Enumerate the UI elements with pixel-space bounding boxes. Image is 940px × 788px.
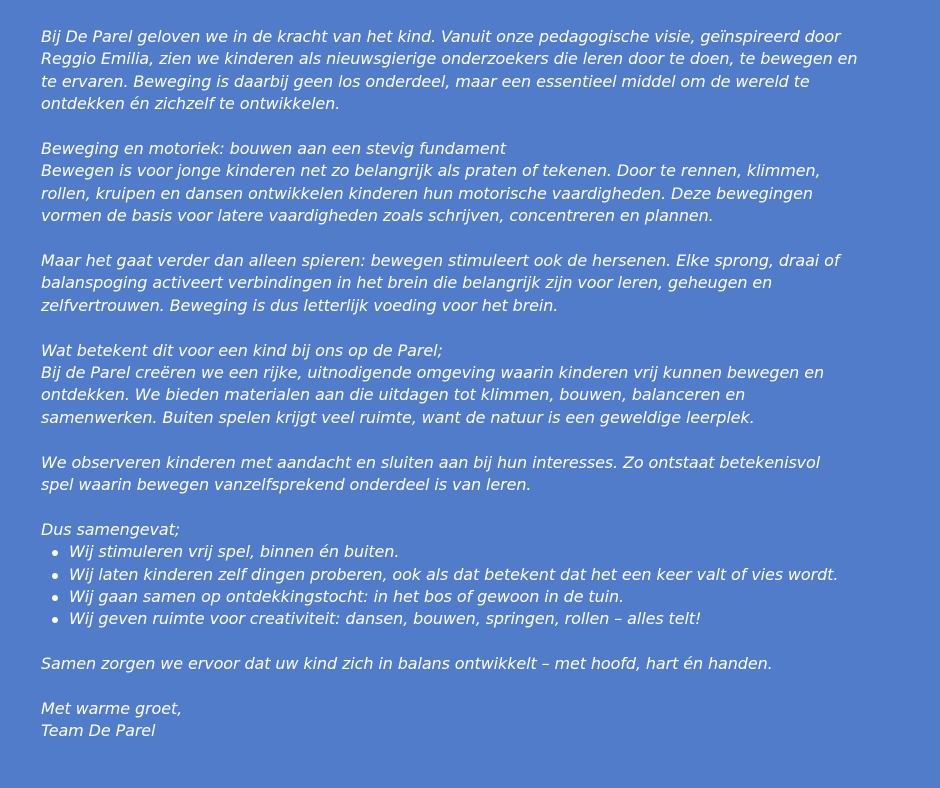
motoriek-section xyxy=(41,138,900,228)
observe-paragraph xyxy=(41,452,900,497)
brain-paragraph xyxy=(41,250,900,317)
motoriek-line: rollen, kruipen en dansen ontwikkelen kinderen hun motorische vaardigheden. Deze bewegingen xyxy=(41,183,813,203)
bullet-icon xyxy=(52,573,58,579)
list-item-text: Wij gaan samen op ontdekkingstocht: in het bos of gewoon in de tuin. xyxy=(69,587,625,607)
bullet-icon xyxy=(52,550,58,556)
bullet-icon xyxy=(52,595,58,601)
intro-line: Bij De Parel geloven we in de kracht van het kind. Vanuit onze pedagogische visie, geïnspireerd door xyxy=(41,27,841,46)
closing-line: Samen zorgen we ervoor dat uw kind zich in balans ontwikkelt – met hoofd, hart én handen. xyxy=(41,654,773,674)
list-item xyxy=(41,586,900,608)
observe-line: spel waarin bewegen vanzelfsprekend onderdeel is van leren. xyxy=(41,475,532,495)
intro-line: Reggio Emilia, zien we kinderen als nieuwsgierige onderzoekers die leren door te doen, te bewegen en xyxy=(41,49,858,69)
bullet-icon xyxy=(52,617,58,623)
intro-paragraph xyxy=(41,26,900,116)
parel-line: Bij de Parel creëren we een rijke, uitnodigende omgeving waarin kinderen vrij kunnen bewegen en xyxy=(41,363,824,383)
closing-paragraph xyxy=(41,653,900,675)
brain-line: balanspoging activeert verbindingen in het brein die belangrijk zijn voor leren, geheugen en xyxy=(41,273,773,293)
list-item-text: Wij laten kinderen zelf dingen proberen, ook als dat betekent dat het een keer valt of vies wordt. xyxy=(69,564,839,584)
parel-heading: Wat betekent dit voor een kind bij ons op de Parel; xyxy=(41,340,443,360)
summary-section xyxy=(41,519,900,631)
summary-heading: Dus samengevat; xyxy=(41,519,181,539)
summary-list xyxy=(41,541,900,631)
motoriek-heading: Beweging en motoriek: bouwen aan een stevig fundament xyxy=(41,139,506,159)
brain-line: Maar het gaat verder dan alleen spieren: bewegen stimuleert ook de hersenen. Elke sprong, draai of xyxy=(41,251,840,271)
intro-line: te ervaren. Beweging is daarbij geen los onderdeel, maar een essentieel middel om de wereld te xyxy=(41,71,810,91)
list-item xyxy=(41,608,900,630)
brain-line: zelfvertrouwen. Beweging is dus letterlijk voeding voor het brein. xyxy=(41,295,559,315)
signoff-team: Team De Parel xyxy=(41,721,156,741)
list-item xyxy=(41,564,900,586)
motoriek-line: vormen de basis voor latere vaardigheden zoals schrijven, concentreren en plannen. xyxy=(41,206,714,226)
intro-line: ontdekken én zichzelf te ontwikkelen. xyxy=(41,94,341,114)
observe-line: We observeren kinderen met aandacht en sluiten aan bij hun interesses. Zo ontstaat betekenisvol xyxy=(41,452,821,472)
parel-section xyxy=(41,340,900,430)
list-item-text: Wij geven ruimte voor creativiteit: dansen, bouwen, springen, rollen – alles telt! xyxy=(69,609,702,629)
list-item xyxy=(41,541,900,563)
parel-line: ontdekken. We bieden materialen aan die uitdagen tot klimmen, bouwen, balanceren en xyxy=(41,385,746,405)
parel-line: samenwerken. Buiten spelen krijgt veel ruimte, want de natuur is een geweldige leerplek. xyxy=(41,407,755,427)
signoff-greeting: Met warme groet, xyxy=(41,699,183,719)
signoff xyxy=(41,698,900,743)
list-item-text: Wij stimuleren vrij spel, binnen én buiten. xyxy=(69,542,400,562)
motoriek-line: Bewegen is voor jonge kinderen net zo belangrijk als praten of tekenen. Door te rennen, klimmen, xyxy=(41,161,821,181)
